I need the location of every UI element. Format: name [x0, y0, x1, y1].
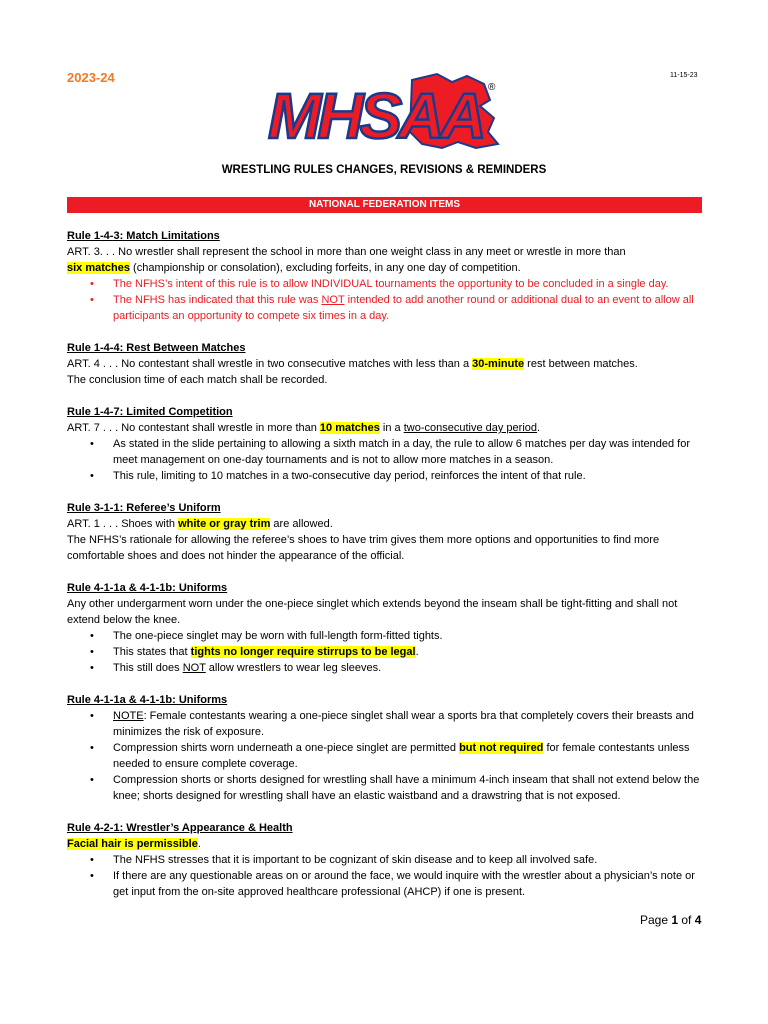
rule-heading: Rule 3-1-1: Referee’s Uniform — [67, 502, 221, 514]
season-label: 2023-24 — [67, 70, 115, 85]
registered-mark: ® — [488, 82, 496, 93]
rules-content — [67, 228, 707, 916]
of-label: of — [678, 913, 695, 927]
list-item — [113, 292, 707, 324]
rule-text — [67, 260, 707, 276]
list-item: • The one-piece singlet may be worn with full-length form-fitted tights. — [113, 628, 707, 644]
rule-heading: Rule 4-2-1: Wrestler’s Appearance & Health — [67, 822, 293, 834]
bullet-list — [67, 436, 707, 484]
text-fragment: This states that — [113, 646, 191, 658]
rule-text-fragment: (championship or consolation), excluding forfeits, in any one day of competition. — [129, 262, 521, 274]
text-fragment: This still does — [113, 662, 183, 674]
rule-section — [67, 228, 707, 324]
highlighted-text: Facial hair is permissible — [67, 838, 198, 850]
text-fragment: in a — [379, 422, 404, 434]
revision-date: 11-15-23 — [670, 72, 698, 79]
highlighted-text: six matches — [67, 262, 130, 274]
current-page: 1 — [671, 913, 679, 927]
mhsaa-logo — [262, 72, 506, 150]
rule-heading: Rule 1-4-7: Limited Competition — [67, 406, 233, 418]
underlined-text: two-consecutive day period — [403, 422, 538, 434]
rule-text: The conclusion time of each match shall be recorded. — [67, 374, 328, 386]
rule-text: ART. 3. . . No wrestler shall represent the school in more than one weight class in any meet or wrestle in more than — [67, 246, 626, 258]
text-fragment: . — [537, 422, 541, 434]
text-fragment: for female contestants unless needed to ensure complete coverage. — [113, 742, 690, 770]
text-fragment: Compression shirts worn underneath a one-piece singlet are permitted — [113, 742, 460, 754]
list-item — [113, 740, 707, 772]
rule-heading: Rule 1-4-4: Rest Between Matches — [67, 342, 246, 354]
text-fragment: are allowed. — [270, 518, 333, 530]
list-item — [113, 660, 707, 676]
text-fragment: allow wrestlers to wear leg sleeves. — [205, 662, 382, 674]
text-fragment: ART. 4 . . . No contestant shall wrestle in two consecutive matches with less than a — [67, 358, 473, 370]
list-item — [113, 644, 707, 660]
section-banner: NATIONAL FEDERATION ITEMS — [67, 197, 702, 213]
rule-heading: Rule 4-1-1a & 4-1-1b: Uniforms — [67, 694, 228, 706]
rule-text — [67, 516, 707, 532]
bullet-list — [67, 708, 707, 804]
rule-text — [67, 836, 707, 852]
page-label: Page — [640, 913, 672, 927]
highlighted-text: 10 matches — [319, 422, 380, 434]
rule-section — [67, 692, 707, 804]
list-item: • As stated in the slide pertaining to allowing a sixth match in a day, the rule to allow 6 matches per day was intended for meet management on one-day tournaments and is not to allow more matches in a season. — [113, 436, 707, 468]
list-item: • This rule, limiting to 10 matches in a two-consecutive day period, reinforces the intent of that rule. — [113, 468, 707, 484]
text-fragment: intended to add another round or additional dual to an event to allow all participants an opportunity to compete six times in a day. — [113, 294, 694, 322]
list-item: • Compression shorts or shorts designed for wrestling shall have a minimum 4-inch inseam that shall not extend below the knee; shorts designed for wrestling shall have an elastic waistband and a drawstring that is not exposed. — [113, 772, 707, 804]
rule-text — [67, 420, 707, 436]
list-item: • If there are any questionable areas on or around the face, we would inquire with the wrestler about a physician’s note or get input from the on-site approved healthcare professional (AHCP) if one is present. — [113, 868, 707, 900]
rule-section — [67, 580, 707, 676]
rule-text — [67, 356, 707, 372]
underlined-text: NOTE — [113, 710, 144, 722]
text-fragment: . — [197, 838, 201, 850]
rule-text: Any other undergarment worn under the one-piece singlet which extends beyond the inseam shall be tight-fitting and shall not extend below the knee. — [67, 598, 678, 626]
highlighted-text: 30-minute — [472, 358, 525, 370]
page-number — [640, 913, 701, 927]
text-fragment: . — [415, 646, 419, 658]
underlined-text: NOT — [182, 662, 206, 674]
text-fragment: ART. 7 . . . No contestant shall wrestle in more than — [67, 422, 320, 434]
rule-section — [67, 340, 707, 388]
list-item — [113, 708, 707, 740]
highlighted-text: white or gray trim — [178, 518, 271, 530]
bullet-list — [67, 628, 707, 676]
list-item: • The NFHS stresses that it is important to be cognizant of skin disease and to keep all involved safe. — [113, 852, 707, 868]
underlined-text: NOT — [321, 294, 345, 306]
rule-text: The NFHS’s rationale for allowing the referee’s shoes to have trim gives them more options and opportunities to find more comfortable shoes and does not hinder the appearance of the official. — [67, 534, 660, 562]
list-item: • The NFHS’s intent of this rule is to allow INDIVIDUAL tournaments the opportunity to be concluded in a single day. — [113, 276, 707, 292]
rule-heading: Rule 1-4-3: Match Limitations — [67, 230, 220, 242]
text-fragment: rest between matches. — [524, 358, 638, 370]
rule-section — [67, 500, 707, 564]
rule-section — [67, 404, 707, 484]
text-fragment: ART. 1 . . . Shoes with — [67, 518, 179, 530]
text-fragment: The NFHS has indicated that this rule was — [113, 294, 322, 306]
highlighted-text: tights no longer require stirrups to be legal — [190, 646, 416, 658]
rule-heading: Rule 4-1-1a & 4-1-1b: Uniforms — [67, 582, 228, 594]
highlighted-text: but not required — [459, 742, 544, 754]
logo-wordmark: MHSAA — [268, 80, 483, 150]
document-title: WRESTLING RULES CHANGES, REVISIONS & REMINDERS — [221, 164, 547, 176]
rule-section — [67, 820, 707, 900]
total-pages: 4 — [694, 913, 702, 927]
bullet-list — [67, 276, 707, 324]
bullet-list — [67, 852, 707, 900]
text-fragment: : Female contestants wearing a one-piece singlet shall wear a sports bra that completely covers their breasts and minimizes the risk of exposure. — [113, 710, 694, 738]
